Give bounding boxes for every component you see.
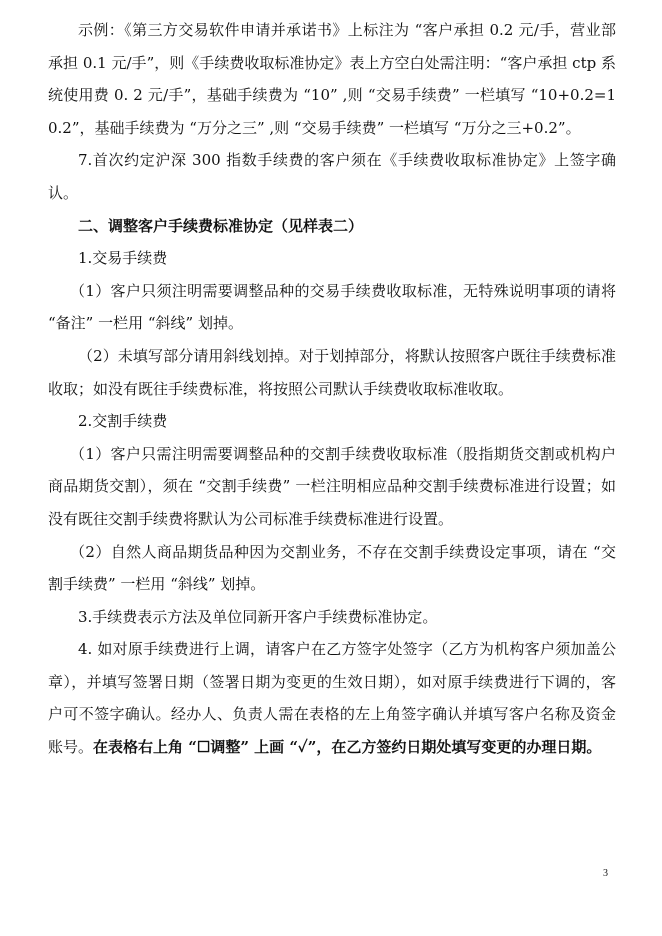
item-3-paragraph: 3.手续费表示方法及单位同新开客户手续费标准协定。	[78, 607, 438, 626]
document-body	[48, 14, 616, 764]
item-7-paragraph: 7.首次约定沪深 300 指数手续费的客户须在《手续费收取标准协定》上签字确认。	[48, 151, 616, 202]
trading-fee-item-1: （1）客户只须注明需要调整品种的交易手续费收取标准，无特殊说明事项的请将 “备注” 一栏用 “斜线” 划掉。	[48, 281, 616, 333]
page-number: 3	[603, 868, 608, 879]
item-4-paragraph	[48, 633, 616, 763]
item-4-bold-instruction: 在表格右上角 “☐调整” 上画 “✓”，在乙方签约日期处填写变更的办理日期。	[93, 738, 602, 757]
subheading-delivery-fee: 2.交割手续费	[78, 412, 168, 431]
trading-fee-item-2: （2）未填写部分请用斜线划掉。对于划掉部分，将默认按照客户既往手续费标准收取；如没有既往手续费标准，将按照公司默认手续费收取标准收取。	[48, 346, 616, 398]
example-paragraph: 示例：《第三方交易软件申请并承诺书》上标注为 “客户承担 0.2 元/手，营业部承担 0.1 元/手”，则《手续费收取标准协定》表上方空白处需注明：“客户承担 ctp 系统使用费 0. 2 元/手”，基础手续费为 “10” ,则 “交易手续费” 一栏填写 “10+0.2=10.2”，基础手续费为 “万分之三” ,则 “交易手续费” 一栏填写 “万分之三+0.2”。	[48, 21, 616, 137]
section-heading-2: 二、调整客户手续费标准协定（见样表二）	[78, 216, 364, 235]
delivery-fee-item-2: （2）自然人商品期货品种因为交割业务，不存在交割手续费设定事项，请在 “交割手续费” 一栏用 “斜线” 划掉。	[48, 542, 616, 594]
delivery-fee-item-1: （1）客户只需注明需要调整品种的交割手续费收取标准（股指期货交割或机构户商品期货交割），须在 “交割手续费” 一栏注明相应品种交割手续费标准进行设置；如没有既往交割手续费将默认为公司标准手续费标准进行设置。	[48, 444, 616, 528]
subheading-trading-fee: 1.交易手续费	[78, 249, 168, 268]
item-4-text: 4. 如对原手续费进行上调，请客户在乙方签字处签字（乙方为机构客户须加盖公章），并填写签署日期（签署日期为变更的生效日期），如对原手续费进行下调的，客户可不签字确认。经办人、负责人需在表格的左上角签字确认并填写客户名称及资金账号。	[48, 640, 616, 757]
